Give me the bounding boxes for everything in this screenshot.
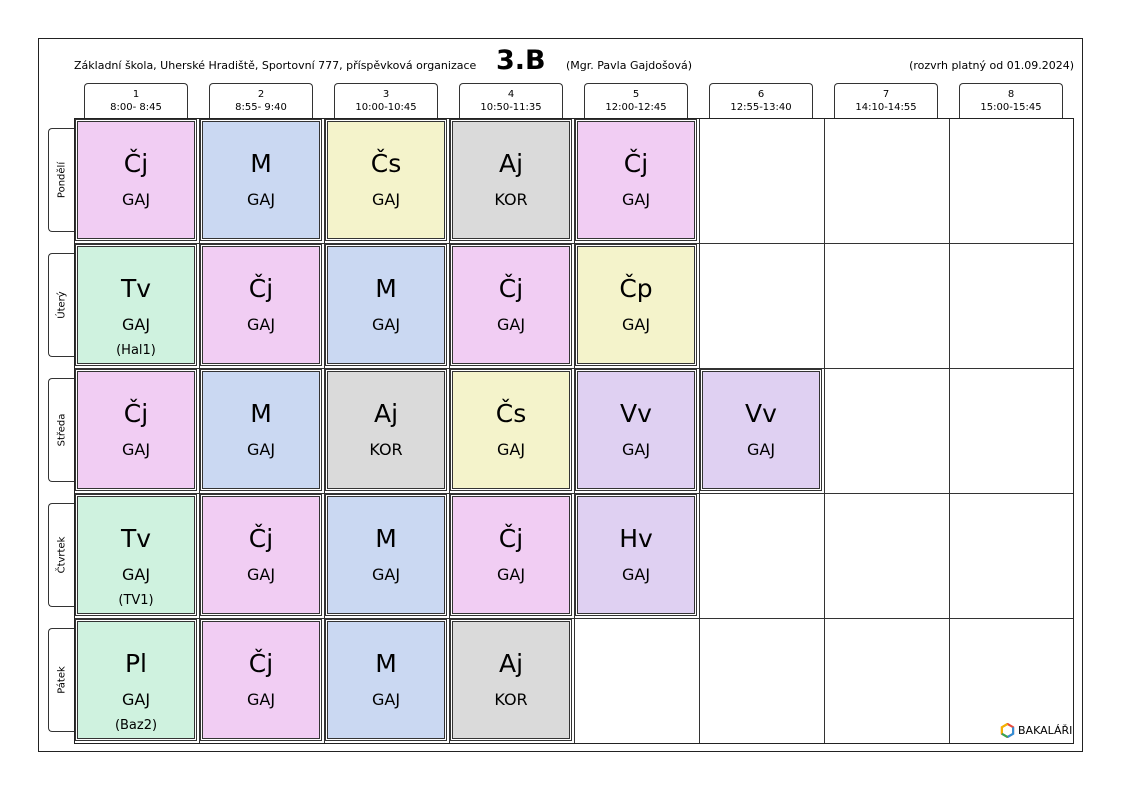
lesson-subject: Čp: [619, 274, 653, 303]
lesson-teacher: GAJ: [371, 565, 401, 584]
lesson-teacher: KOR: [494, 190, 528, 209]
day-label: Pátek: [56, 666, 67, 694]
day-header: [48, 628, 74, 732]
lesson-subject: Čj: [248, 274, 274, 303]
lesson-cell[interactable]: [202, 621, 320, 739]
grid-line: [75, 618, 1073, 619]
lesson-subject: Vv: [745, 399, 777, 428]
lesson-teacher: GAJ: [621, 315, 651, 334]
period-time: 12:55-13:40: [730, 102, 792, 113]
lesson-teacher: GAJ: [121, 690, 151, 709]
lesson-cell[interactable]: [452, 621, 570, 739]
period-time: 10:50-11:35: [480, 102, 542, 113]
period-header: [959, 83, 1063, 118]
day-header: [48, 378, 74, 482]
lesson-cell[interactable]: [77, 621, 195, 739]
period-time: 14:10-14:55: [855, 102, 917, 113]
grid-line: [449, 119, 450, 743]
lesson-cell[interactable]: [327, 621, 445, 739]
lesson-subject: Čj: [498, 274, 524, 303]
lesson-teacher: GAJ: [371, 690, 401, 709]
lesson-subject: Čj: [123, 149, 149, 178]
class-teacher: (Mgr. Pavla Gajdošová): [566, 59, 692, 72]
lesson-subject: Aj: [373, 399, 399, 428]
lesson-teacher: GAJ: [246, 565, 276, 584]
period-header: [584, 83, 688, 118]
lesson-teacher: GAJ: [371, 315, 401, 334]
period-number: 8: [1007, 89, 1015, 100]
lesson-teacher: KOR: [494, 690, 528, 709]
lesson-subject: M: [375, 649, 397, 678]
day-label: Středa: [56, 413, 67, 447]
period-time: 10:00-10:45: [355, 102, 417, 113]
lesson-cell[interactable]: [452, 371, 570, 489]
lesson-subject: Čj: [248, 524, 274, 553]
valid-from-note: (rozvrh platný od 01.09.2024): [909, 59, 1074, 72]
day-label: Čtvrtek: [56, 536, 67, 574]
day-label: Úterý: [56, 291, 67, 319]
lesson-teacher: GAJ: [121, 315, 151, 334]
grid-line: [199, 119, 200, 743]
lesson-cell[interactable]: [327, 496, 445, 614]
lesson-teacher: GAJ: [246, 190, 276, 209]
lesson-room: (TV1): [118, 593, 154, 608]
lesson-cell[interactable]: [327, 121, 445, 239]
lesson-teacher: GAJ: [246, 315, 276, 334]
lesson-teacher: GAJ: [496, 315, 526, 334]
lesson-teacher: GAJ: [121, 565, 151, 584]
grid-line: [75, 368, 1073, 369]
lesson-cell[interactable]: [452, 496, 570, 614]
period-header: [209, 83, 313, 118]
lesson-subject: M: [375, 524, 397, 553]
lesson-subject: M: [375, 274, 397, 303]
period-number: 3: [382, 89, 390, 100]
day-header: [48, 503, 74, 607]
lesson-teacher: GAJ: [621, 565, 651, 584]
day-header: [48, 128, 74, 232]
grid-line: [75, 493, 1073, 494]
lesson-subject: Tv: [120, 274, 152, 303]
lesson-subject: Aj: [498, 149, 524, 178]
lesson-cell[interactable]: [77, 496, 195, 614]
period-number: 1: [132, 89, 140, 100]
lesson-teacher: GAJ: [496, 440, 526, 459]
period-header: [834, 83, 938, 118]
period-header: [334, 83, 438, 118]
lesson-subject: M: [250, 399, 272, 428]
lesson-cell[interactable]: [452, 121, 570, 239]
lesson-teacher: GAJ: [746, 440, 776, 459]
bakalari-logo-text: BAKALÁŘI: [1018, 724, 1073, 737]
lesson-teacher: GAJ: [621, 440, 651, 459]
lesson-subject: Hv: [619, 524, 653, 553]
lesson-teacher: GAJ: [246, 440, 276, 459]
lesson-subject: Aj: [498, 649, 524, 678]
lesson-subject: Pl: [124, 649, 148, 678]
lesson-subject: Tv: [120, 524, 152, 553]
lesson-subject: Čj: [123, 399, 149, 428]
period-number: 4: [507, 89, 515, 100]
period-number: 6: [757, 89, 765, 100]
lesson-teacher: GAJ: [121, 440, 151, 459]
lesson-cell[interactable]: [327, 371, 445, 489]
lesson-subject: Čs: [370, 149, 402, 178]
lesson-cell[interactable]: [577, 371, 695, 489]
period-number: 7: [882, 89, 890, 100]
grid-line: [574, 119, 575, 743]
lesson-teacher: GAJ: [621, 190, 651, 209]
lesson-cell[interactable]: [77, 246, 195, 364]
lesson-cell[interactable]: [202, 246, 320, 364]
period-header: [459, 83, 563, 118]
lesson-cell[interactable]: [452, 246, 570, 364]
period-time: 8:00- 8:45: [110, 102, 162, 113]
school-name: Základní škola, Uherské Hradiště, Sportovní 777, příspěvková organizace: [74, 59, 477, 72]
lesson-cell[interactable]: [577, 121, 695, 239]
period-header: [84, 83, 188, 118]
period-time: 12:00-12:45: [605, 102, 667, 113]
lesson-teacher: GAJ: [246, 690, 276, 709]
lesson-cell[interactable]: [202, 496, 320, 614]
grid-line: [949, 119, 950, 743]
lesson-subject: Čj: [498, 524, 524, 553]
lesson-subject: Čj: [623, 149, 649, 178]
lesson-subject: Čj: [248, 649, 274, 678]
lesson-cell[interactable]: [577, 246, 695, 364]
grid-line: [699, 119, 700, 743]
lesson-room: (Hal1): [116, 343, 156, 358]
bakalari-logo: [1000, 723, 1072, 738]
lesson-cell[interactable]: [77, 121, 195, 239]
lesson-cell[interactable]: [202, 371, 320, 489]
lesson-cell[interactable]: [77, 371, 195, 489]
period-time: 8:55- 9:40: [235, 102, 287, 113]
lesson-cell[interactable]: [327, 246, 445, 364]
grid-line: [75, 243, 1073, 244]
lesson-cell[interactable]: [702, 371, 820, 489]
lesson-teacher: KOR: [369, 440, 403, 459]
grid-line: [324, 119, 325, 743]
bakalari-logo-icon: [1000, 723, 1015, 738]
grid-line: [824, 119, 825, 743]
lesson-subject: M: [250, 149, 272, 178]
lesson-cell[interactable]: [577, 496, 695, 614]
lesson-teacher: GAJ: [496, 565, 526, 584]
class-title: 3.B: [496, 45, 546, 76]
period-time: 15:00-15:45: [980, 102, 1042, 113]
lesson-teacher: GAJ: [121, 190, 151, 209]
lesson-subject: Vv: [620, 399, 652, 428]
lesson-teacher: GAJ: [371, 190, 401, 209]
period-header: [709, 83, 813, 118]
lesson-cell[interactable]: [202, 121, 320, 239]
day-label: Pondělí: [56, 161, 67, 199]
period-number: 5: [632, 89, 640, 100]
day-header: [48, 253, 74, 357]
lesson-subject: Čs: [495, 399, 527, 428]
period-number: 2: [257, 89, 265, 100]
lesson-room: (Baz2): [114, 718, 158, 733]
